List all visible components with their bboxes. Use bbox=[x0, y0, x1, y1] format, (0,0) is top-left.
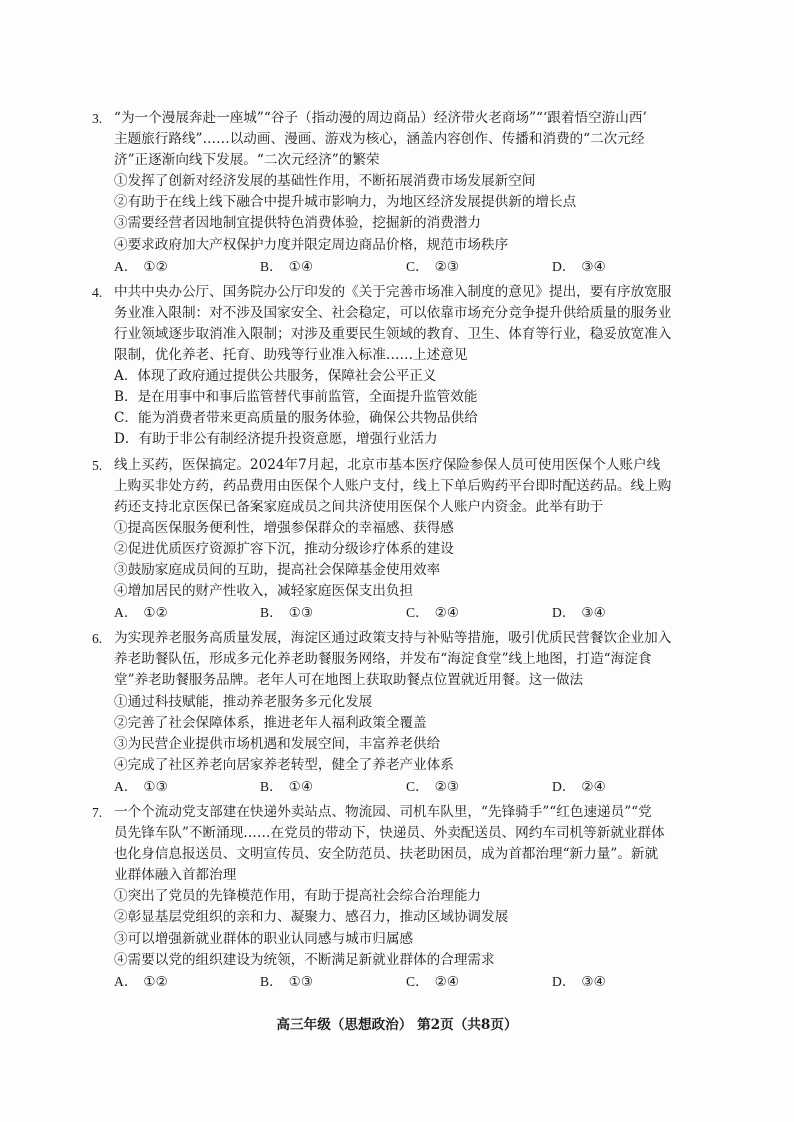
option-letter: D． bbox=[552, 605, 576, 621]
question-4 bbox=[92, 282, 714, 451]
stem-line: 务业准入限制：对不涉及国家安全、社会稳定，可以依靠市场充分竞争提升供给质量的服务业 bbox=[114, 304, 672, 321]
answer-option[interactable] bbox=[552, 776, 698, 798]
answer-option[interactable] bbox=[114, 971, 260, 993]
statement-item: ②彰显基层党组织的亲和力、凝聚力、感召力，推动区域协调发展 bbox=[114, 909, 509, 926]
answer-options bbox=[92, 971, 714, 993]
stem-line: 上购买非处方药，药品费用由医保个人账户支付，线上下单后购药平台即时配送药品。线上购 bbox=[114, 477, 672, 494]
option-text: ②③ bbox=[434, 778, 460, 795]
question-7 bbox=[92, 802, 714, 993]
option-letter: D． bbox=[552, 258, 576, 274]
stem-line: 中共中央办公厅、国务院办公厅印发的《关于完善市场准入制度的意见》提出，要有序放宽服 bbox=[114, 283, 672, 300]
question-number: 6. bbox=[92, 631, 103, 647]
question-5 bbox=[92, 455, 714, 625]
question-3 bbox=[92, 108, 714, 278]
question-stem bbox=[92, 282, 714, 366]
stem-line: 限制，优化养老、托育、助残等行业准入标准……上述意见 bbox=[114, 347, 468, 364]
question-list bbox=[92, 108, 714, 997]
statement-item: ③可以增强新就业群体的职业认同感与城市归属感 bbox=[114, 930, 414, 947]
option-text: ①④ bbox=[288, 778, 314, 795]
answer-option[interactable] bbox=[406, 256, 552, 278]
statement-item: C．能为消费者带来更高质量的服务体验，确保公共物品供给 bbox=[114, 410, 478, 427]
statement-item: ④增加居民的财产性收入，减轻家庭医保支出负担 bbox=[114, 583, 414, 600]
question-number: 5. bbox=[92, 457, 103, 473]
statement-item: ②完善了社会保障体系，推进老年人福利政策全覆盖 bbox=[114, 714, 427, 731]
question-stem bbox=[92, 455, 714, 518]
option-text: ②③ bbox=[434, 258, 460, 275]
answer-option[interactable] bbox=[552, 602, 698, 624]
option-text: ②④ bbox=[581, 778, 606, 795]
stem-line: 也化身信息报送员、文明宣传员、安全防范员、扶老助困员，成为首都治理“新力量”。新就 bbox=[114, 846, 659, 863]
answer-option[interactable] bbox=[114, 602, 260, 624]
statement-list bbox=[92, 171, 714, 255]
statement-item: ④要求政府加大产权保护力度并限定周边商品价格，规范市场秩序 bbox=[114, 236, 509, 253]
option-text: ①② bbox=[143, 973, 168, 990]
option-letter: B． bbox=[260, 973, 283, 989]
statement-item: D．有助于非公有制经济提升投资意愿，增强行业活力 bbox=[114, 431, 438, 448]
stem-line: 行业领域逐步取消准入限制；对涉及重要民生领域的教育、卫生、体育等行业，稳妥放宽准入 bbox=[114, 325, 672, 342]
answer-options bbox=[92, 602, 714, 624]
option-text: ③④ bbox=[581, 605, 606, 622]
statement-item: ③为民营企业提供市场机遇和发展空间，丰富养老供给 bbox=[114, 735, 441, 752]
statement-item: ①通过科技赋能，推动养老服务多元化发展 bbox=[114, 693, 373, 710]
question-number: 3. bbox=[92, 111, 103, 126]
statement-list bbox=[92, 692, 714, 776]
statement-list bbox=[92, 886, 714, 970]
answer-options bbox=[92, 776, 714, 798]
statement-item: ④需要以党的组织建设为统领，不断满足新就业群体的合理需求 bbox=[114, 951, 495, 968]
statement-item: ①突出了党员的先锋模范作用，有助于提高社会综合治理能力 bbox=[114, 888, 482, 905]
option-letter: B． bbox=[260, 258, 283, 274]
option-text: ②④ bbox=[434, 973, 460, 990]
option-letter: B． bbox=[260, 605, 283, 621]
statement-item: ③需要经营者因地制宜提供特色消费体验，挖掘新的消费潜力 bbox=[114, 215, 482, 232]
answer-option[interactable] bbox=[552, 971, 698, 993]
option-text: ①② bbox=[143, 258, 168, 275]
statement-item: ②有助于在线上线下融合中提升城市影响力，为地区经济发展提供新的增长点 bbox=[114, 194, 577, 211]
stem-line: 业群体融入首都治理 bbox=[114, 867, 237, 884]
option-letter: A． bbox=[114, 973, 138, 989]
question-number: 7. bbox=[92, 805, 103, 820]
answer-option[interactable] bbox=[260, 971, 406, 993]
option-text: ③④ bbox=[581, 973, 606, 990]
question-stem bbox=[92, 628, 714, 691]
option-text: ③④ bbox=[581, 258, 606, 275]
stem-line: “为一个漫展奔赴一座城”“谷子（指动漫的周边商品）经济带火老商场”“‘跟着悟空游山西’ bbox=[114, 110, 647, 126]
question-number: 4. bbox=[92, 284, 103, 300]
statement-item: A．体现了政府通过提供公共服务，保障社会公平正义 bbox=[114, 368, 437, 385]
statement-item: B．是在用事中和事后监管替代事前监管，全面提升监管效能 bbox=[114, 389, 478, 406]
answer-option[interactable] bbox=[552, 256, 698, 278]
stem-line: 药还支持北京医保已备案家庭成员之间共济使用医保个人账户内资金。此举有助于 bbox=[114, 498, 604, 515]
option-letter: D． bbox=[552, 973, 576, 989]
option-letter: C． bbox=[406, 605, 429, 621]
stem-line: 堂”养老助餐服务品牌。老年人可在地图上获取助餐点位置就近用餐。这一做法 bbox=[114, 672, 584, 689]
answer-option[interactable] bbox=[260, 256, 406, 278]
option-letter: A． bbox=[114, 258, 138, 274]
answer-option[interactable] bbox=[406, 602, 552, 624]
question-stem bbox=[92, 108, 714, 171]
question-6 bbox=[92, 628, 714, 798]
statement-item: ③鼓励家庭成员间的互助，提高社会保障基金使用效率 bbox=[114, 561, 441, 578]
stem-line: 济”正逐渐向线下发展。“二次元经济”的繁荣 bbox=[114, 152, 380, 169]
option-text: ①② bbox=[143, 605, 168, 622]
option-letter: A． bbox=[114, 778, 138, 794]
option-text: ②④ bbox=[434, 605, 460, 622]
option-letter: B． bbox=[260, 778, 283, 794]
option-letter: C． bbox=[406, 973, 429, 989]
page-footer: 高三年级（思想政治） 第2页（共8页） bbox=[276, 1017, 518, 1033]
statement-item: ①发挥了创新对经济发展的基础性作用，不断拓展消费市场发展新空间 bbox=[114, 173, 536, 190]
option-text: ①③ bbox=[143, 778, 168, 795]
answer-option[interactable] bbox=[260, 602, 406, 624]
option-letter: D． bbox=[552, 778, 576, 794]
answer-options bbox=[92, 256, 714, 278]
stem-line: 线上买药，医保搞定。2024年7月起，北京市基本医疗保险参保人员可使用医保个人账户线 bbox=[114, 456, 661, 473]
question-stem bbox=[92, 802, 714, 886]
statement-item: ②促进优质医疗资源扩容下沉，推动分级诊疗体系的建设 bbox=[114, 540, 454, 557]
option-text: ①③ bbox=[288, 973, 314, 990]
option-letter: A． bbox=[114, 605, 138, 621]
statement-item: ①提高医保服务便利性，增强参保群众的幸福感、获得感 bbox=[114, 519, 454, 536]
answer-option[interactable] bbox=[114, 776, 260, 798]
stem-line: 主题旅行路线”……以动画、漫画、游戏为核心，涵盖内容创作、传播和消费的“二次元经 bbox=[114, 131, 645, 148]
option-text: ①③ bbox=[288, 605, 314, 622]
stem-line: 一个个流动党支部建在快递外卖站点、物流园、司机车队里，“先锋骑手”“红色速递员”“党 bbox=[114, 804, 652, 820]
answer-option[interactable] bbox=[260, 776, 406, 798]
stem-line: 养老助餐队伍，形成多元化养老助餐服务网络，并发布“海淀食堂”线上地图，打造“海淀食 bbox=[114, 651, 652, 668]
statement-item: ④完成了社区养老向居家养老转型，健全了养老产业体系 bbox=[114, 756, 454, 773]
stem-line: 员先锋车队”不断涌现……在党员的带动下，快递员、外卖配送员、网约车司机等新就业群体 bbox=[114, 825, 665, 842]
option-letter: C． bbox=[406, 258, 429, 274]
answer-option[interactable] bbox=[406, 971, 552, 993]
statement-list bbox=[92, 366, 714, 450]
statement-list bbox=[92, 518, 714, 602]
answer-option[interactable] bbox=[114, 256, 260, 278]
stem-line: 为实现养老服务高质量发展，海淀区通过政策支持与补贴等措施，吸引优质民营餐饮企业加入 bbox=[114, 630, 672, 647]
answer-option[interactable] bbox=[406, 776, 552, 798]
option-letter: C． bbox=[406, 778, 429, 794]
option-text: ①④ bbox=[288, 258, 314, 275]
